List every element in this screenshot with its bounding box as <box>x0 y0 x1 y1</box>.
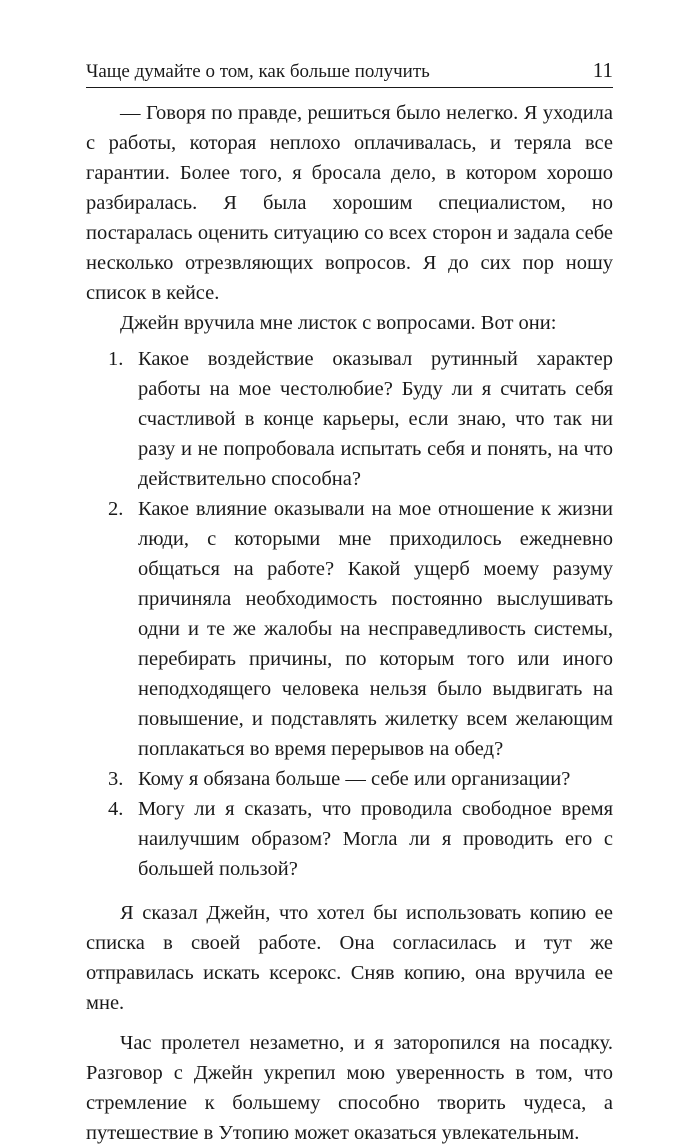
list-item-number: 4. <box>108 798 124 820</box>
list-item-number: 2. <box>108 498 124 520</box>
question-list <box>86 344 613 884</box>
list-item-number: 3. <box>108 768 124 790</box>
paragraph: Час пролетел незаметно, и я заторопился на посадку. Разговор с Джейн укрепил мою уверенность в том, что стремление к большему способно творить чудеса, а путешествие в Утопию может оказаться увлекательным. <box>86 1032 613 1144</box>
paragraph: Я сказал Джейн, что хотел бы использовать копию ее списка в своей работе. Она согласилась и тут же отправилась искать ксерокс. Сняв копию, она вручила ее мне. <box>86 902 613 1014</box>
paragraph: Джейн вручила мне листок с вопросами. Вот они: <box>120 312 557 334</box>
paragraph: — Говоря по правде, решиться было нелегко. Я уходила с работы, которая неплохо оплачивалась, и теряла все гарантии. Более того, я бросала дело, в котором хорошо разбиралась. Я была хорошим специалистом, но постаралась оценить ситуацию со всех сторон и задала себе несколько отрезвляющих вопросов. Я до сих пор ношу список в кейсе. <box>86 102 613 304</box>
page-body <box>86 98 613 1148</box>
page-number: 11 <box>592 58 613 82</box>
list-item-text: Кому я обязана больше — себе или организации? <box>138 768 571 790</box>
running-title: Чаще думайте о том, как больше получить <box>86 61 430 82</box>
list-item-text: Могу ли я сказать, что проводила свободное время наилучшим образом? Могла ли я проводить его с большей пользой? <box>138 798 613 880</box>
list-item-text: Какое влияние оказывали на мое отношение к жизни люди, с которыми мне приходилось ежедневно общаться на работе? Какой ущерб моему разуму причиняла необходимость постоянно выслушивать одни и те же жалобы на несправедливость системы, перебирать причины, по которым того или иного неподходящего человека нельзя было выдвигать на повышение, и подставлять жилетку всем желающим поплакаться во время перерывов на обед? <box>138 498 613 760</box>
list-item-text: Какое воздействие оказывал рутинный характер работы на мое честолюбие? Буду ли я считать себя счастливой в конце карьеры, если знаю, что так ни разу и не попробовала испытать себя и понять, на что действительно способна? <box>138 348 613 490</box>
list-item <box>86 344 613 494</box>
list-item <box>86 764 613 794</box>
list-item <box>86 794 613 884</box>
list-item-number: 1. <box>108 348 124 370</box>
list-item <box>86 494 613 764</box>
running-header <box>86 58 613 88</box>
